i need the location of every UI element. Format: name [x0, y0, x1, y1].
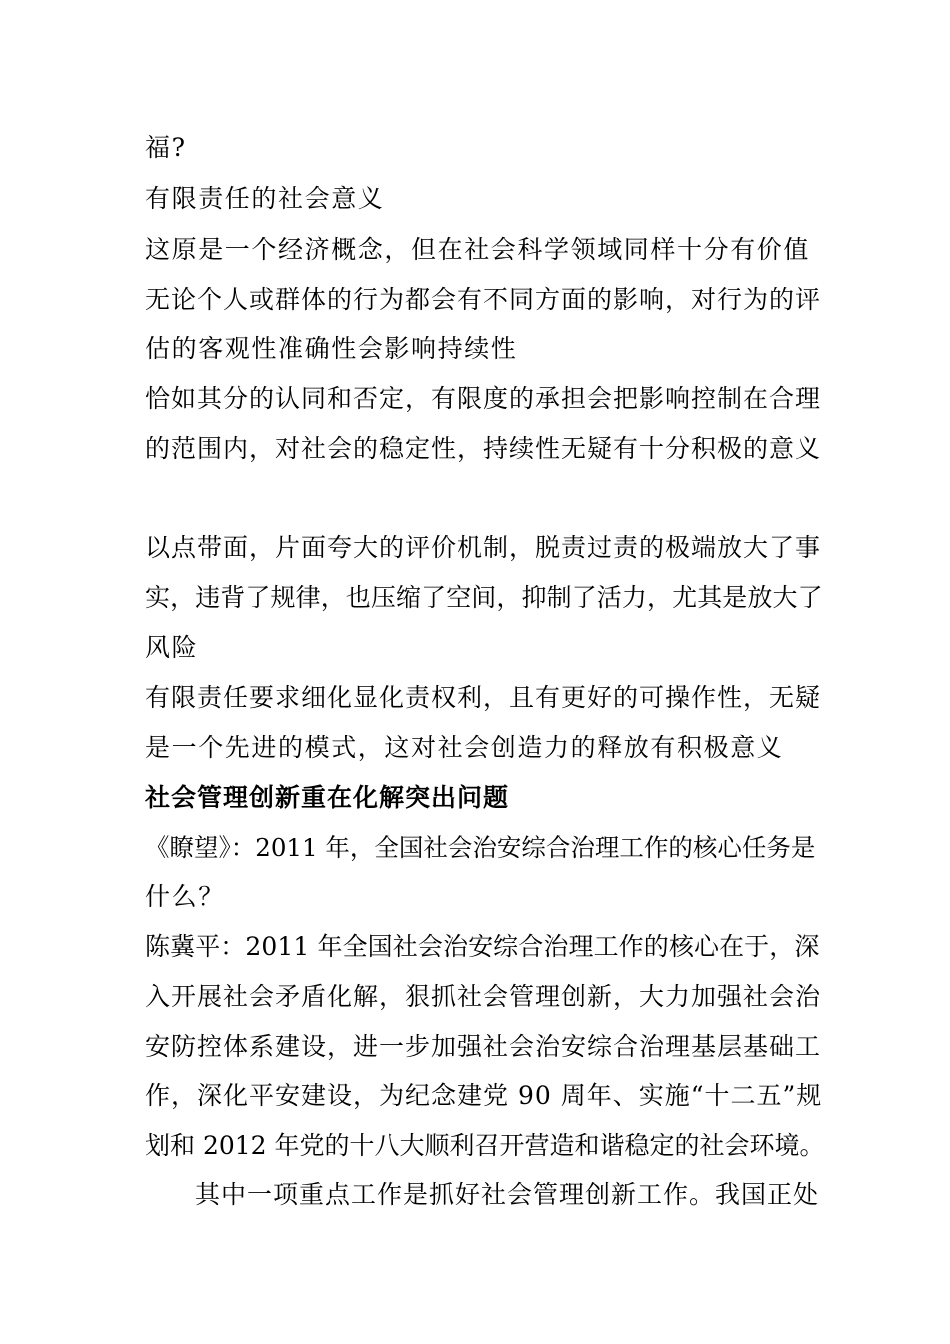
text-line: 实，违背了规律，也压缩了空间，抑制了活力，尤其是放大了	[145, 583, 823, 612]
section-heading: 社会管理创新重在化解突出问题	[145, 783, 510, 812]
text-line: 估的客观性准确性会影响持续性	[145, 334, 518, 363]
text-line: 入开展社会矛盾化解，狠抓社会管理创新，大力加强社会治	[145, 982, 822, 1011]
text-line: 有限责任要求细化显化责权利，且有更好的可操作性，无疑	[145, 683, 822, 712]
text-line: 有限责任的社会意义	[145, 184, 385, 213]
text-line: 风险	[145, 633, 199, 662]
text-line: 什么？	[145, 882, 225, 911]
text-line: 划和 2012 年党的十八大顺利召开营造和谐稳定的社会环境。	[145, 1131, 825, 1160]
text-line: 恰如其分的认同和否定，有限度的承担会把影响控制在合理	[145, 384, 822, 413]
text-line: 的范围内，对社会的稳定性，持续性无疑有十分积极的意义	[145, 434, 822, 463]
text-line: 《瞭望》：2011 年，全国社会治安综合治理工作的核心任务是	[145, 833, 816, 862]
text-line: 福?	[145, 133, 187, 162]
text-line: 安防控体系建设，进一步加强社会治安综合治理基层基础工	[145, 1032, 822, 1061]
text-line: 以点带面，片面夸大的评价机制，脱责过责的极端放大了事	[145, 533, 822, 562]
text-line: 这原是一个经济概念，但在社会科学领域同样十分有价值	[145, 235, 811, 264]
text-line: 无论个人或群体的行为都会有不同方面的影响，对行为的评	[145, 285, 822, 314]
text-line: 陈冀平：2011 年全国社会治安综合治理工作的核心在于，深	[145, 932, 820, 961]
text-line: 其中一项重点工作是抓好社会管理创新工作。我国正处	[195, 1180, 820, 1209]
text-line: 是一个先进的模式，这对社会创造力的释放有积极意义	[145, 733, 784, 762]
text-line: 作，深化平安建设，为纪念建党 90 周年、实施“十二五”规	[145, 1081, 823, 1110]
